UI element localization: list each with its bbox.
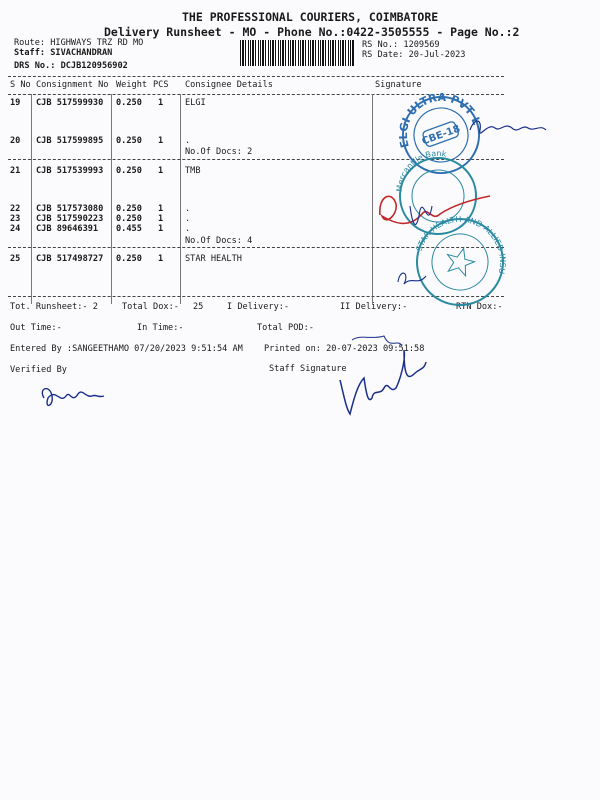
col-sno: S No xyxy=(10,80,31,90)
row-pcs: 1 xyxy=(158,204,164,214)
rs-date: RS Date: 20-Jul-2023 xyxy=(362,50,466,60)
row-consignee: STAR HEALTH xyxy=(185,254,242,264)
printed-on: Printed on: 20-07-2023 09:51:58 xyxy=(264,344,425,354)
total-dox-value: 25 xyxy=(193,302,204,312)
row-consignment: CJB 89646391 xyxy=(36,224,99,234)
rs-number: RS No.: 1209569 xyxy=(362,40,440,50)
row-sno: 25 xyxy=(10,254,21,264)
col-consignment: Consignment No xyxy=(36,80,109,90)
row-consignee: . xyxy=(185,214,191,224)
row-weight: 0.250 xyxy=(116,166,142,176)
staff-signature-mark xyxy=(340,350,426,414)
total-pod: Total POD:- xyxy=(257,323,314,333)
row-pcs: 1 xyxy=(158,254,164,264)
row-consignment: CJB 517498727 xyxy=(36,254,104,264)
row-consignee: TMB xyxy=(185,166,201,176)
rtn-dox: RTN Dox:- xyxy=(456,302,503,312)
col-weight: Weight xyxy=(116,80,148,90)
route-label: Route: HIGHWAYS TRZ RD MO xyxy=(14,38,144,48)
star-health-stamp xyxy=(1,0,575,316)
ii-delivery: II Delivery:- xyxy=(340,302,408,312)
row-sno: 22 xyxy=(10,204,21,214)
row-consignee: ELGI xyxy=(185,98,206,108)
staff-label: Staff: SIVACHANDRAN xyxy=(14,48,113,58)
row-pcs: 1 xyxy=(158,98,164,108)
row-sno: 20 xyxy=(10,136,21,146)
staff-signature-label: Staff Signature xyxy=(269,364,347,374)
total-runsheet: Tot. Runsheet:- 2 xyxy=(10,302,98,312)
row-consignment: CJB 517539993 xyxy=(36,166,104,176)
row-consignment: CJB 517599930 xyxy=(36,98,104,108)
row-sno: 21 xyxy=(10,166,21,176)
out-time: Out Time:- xyxy=(10,323,62,333)
row-weight: 0.250 xyxy=(116,204,142,214)
row-sno: 23 xyxy=(10,214,21,224)
row-consignment: CJB 517573080 xyxy=(36,204,104,214)
docs-count: No.Of Docs: 2 xyxy=(185,147,253,157)
verified-by-label: Verified By xyxy=(10,365,67,375)
col-signature: Signature xyxy=(375,80,422,90)
row-weight: 0.250 xyxy=(116,98,142,108)
company-name: THE PROFESSIONAL COURIERS, COIMBATORE xyxy=(182,10,439,24)
verified-by-signature xyxy=(42,389,104,406)
row-consignee: . xyxy=(185,224,191,234)
elgi-signature xyxy=(470,121,546,133)
col-consignee: Consignee Details xyxy=(185,80,273,90)
row-consignee: . xyxy=(185,136,191,146)
row-weight: 0.250 xyxy=(116,136,142,146)
row-pcs: 1 xyxy=(158,136,164,146)
elgi-stamp-text: ELGI ULTRA PVT LTD xyxy=(396,90,483,150)
total-dox-label: Total Dox:- xyxy=(122,302,179,312)
tmb-stamp-text: Mercantile Bank xyxy=(394,148,448,193)
row-weight: 0.250 xyxy=(116,254,142,264)
row-weight: 0.455 xyxy=(116,224,142,234)
drs-number: DRS No.: DCJB120956902 xyxy=(14,61,128,71)
elgi-stamp-center: CBE-18 xyxy=(420,123,462,148)
row-sno: 19 xyxy=(10,98,21,108)
runsheet-title: Delivery Runsheet - MO - Phone No.:0422-3505555 - Page No.:2 xyxy=(104,25,520,39)
row-weight: 0.250 xyxy=(116,214,142,224)
printed-time-scribble xyxy=(352,336,402,346)
row-consignee: . xyxy=(185,204,191,214)
col-pcs: PCS xyxy=(153,80,169,90)
row-consignment: CJB 517599895 xyxy=(36,136,104,146)
i-delivery: I Delivery:- xyxy=(227,302,290,312)
row-pcs: 1 xyxy=(158,214,164,224)
entered-by: Entered By :SANGEETHAMO 07/20/2023 9:51:54 AM xyxy=(10,344,243,354)
row-consignment: CJB 517590223 xyxy=(36,214,104,224)
star-health-stamp-text: STAR HEALTH AND ALLIED INSURANCE xyxy=(414,214,508,275)
row-sno: 24 xyxy=(10,224,21,234)
in-time: In Time:- xyxy=(137,323,184,333)
docs-count: No.Of Docs: 4 xyxy=(185,236,253,246)
row-pcs: 1 xyxy=(158,224,164,234)
row-pcs: 1 xyxy=(158,166,164,176)
star-icon xyxy=(443,245,477,277)
